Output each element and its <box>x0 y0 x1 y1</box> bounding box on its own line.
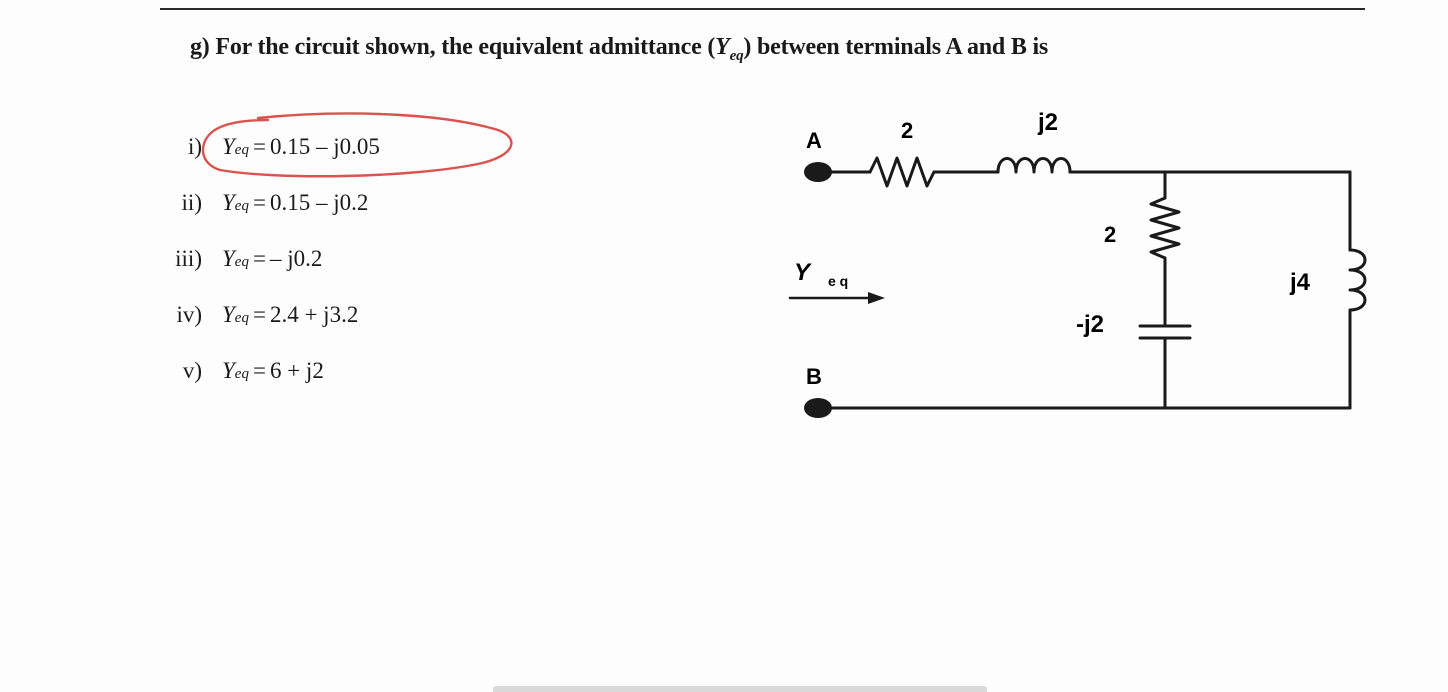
shunt-resistor-label: 2 <box>1104 222 1117 247</box>
equals-sign: = <box>252 302 266 327</box>
shunt-inductor-label: j4 <box>1290 269 1311 296</box>
series-resistor-label: 2 <box>901 118 914 143</box>
equals-sign: = <box>252 134 266 159</box>
option-1: i) Y eq = 0.15 – j0.05 <box>187 134 380 159</box>
equals-sign: = <box>252 246 266 271</box>
terminal-b-label: B <box>806 364 822 389</box>
option-5: v) Y eq = 6 + j2 <box>182 358 324 383</box>
shunt-capacitor-label: -j2 <box>1076 311 1105 338</box>
top-rule <box>160 8 1365 10</box>
option-2: ii) Y eq = 0.15 – j0.2 <box>181 190 369 215</box>
horizontal-scrollbar-thumb[interactable] <box>493 686 987 692</box>
yeq-label-var: Y <box>794 259 811 286</box>
shunt-inductor-symbol <box>1350 250 1365 310</box>
equals-sign: = <box>252 358 266 383</box>
option-4: iv) Y eq = 2.4 + j3.2 <box>176 302 359 327</box>
terminal-a-label: A <box>806 128 822 153</box>
option-3: iii) Y eq = – j0.2 <box>175 246 323 271</box>
series-inductor-symbol <box>998 159 1070 173</box>
terminal-a-dot <box>804 162 832 182</box>
terminal-b-dot <box>804 398 832 418</box>
series-inductor-label: j2 <box>1038 109 1059 136</box>
shunt-resistor-symbol <box>1151 198 1179 258</box>
series-resistor-symbol <box>870 158 934 186</box>
circuit-diagram <box>780 100 1380 430</box>
equals-sign: = <box>252 190 266 215</box>
yeq-arrow-head <box>868 292 885 304</box>
question-text: g) For the circuit shown, the equivalent admittance $(Y_{eq})$ between terminals A and B is <box>190 34 1049 64</box>
yeq-label-sub: e q <box>828 273 849 289</box>
